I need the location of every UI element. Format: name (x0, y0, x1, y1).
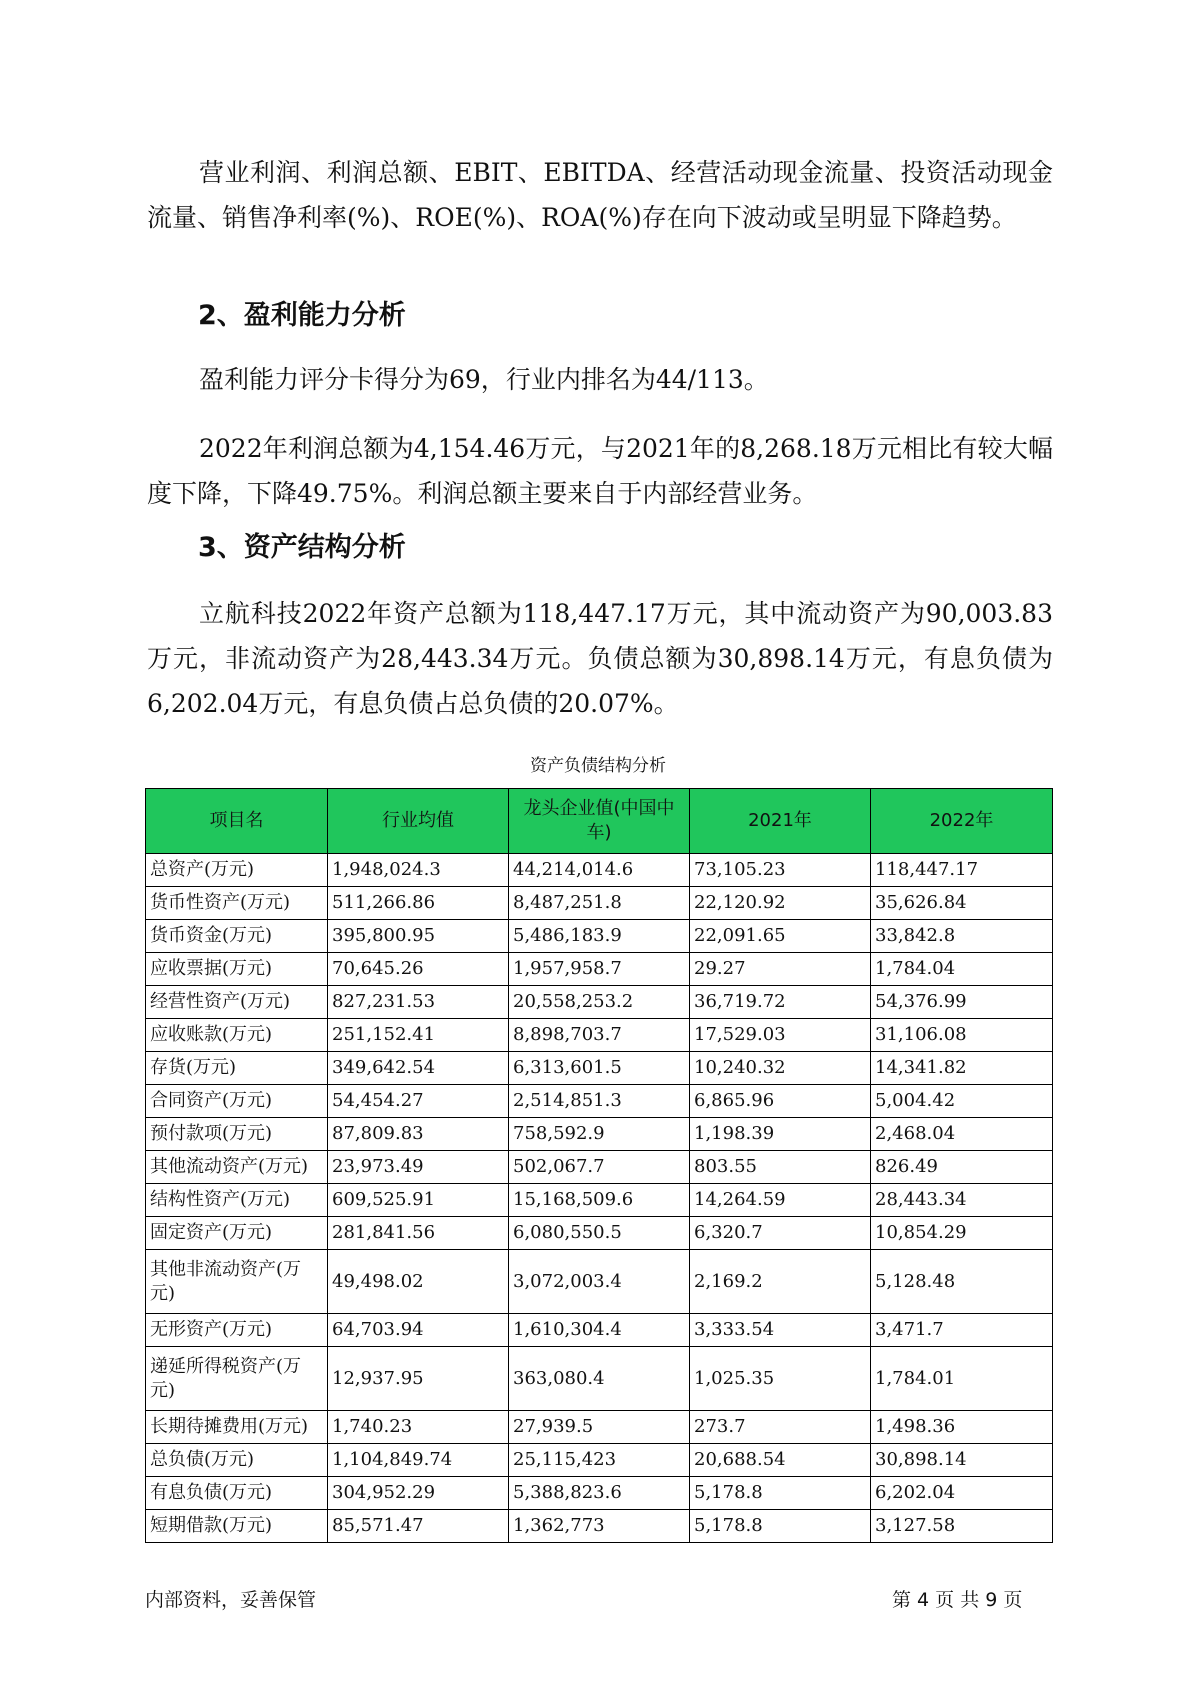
row-label-cell: 其他非流动资产(万元) (146, 1250, 328, 1314)
value-cell: 8,898,703.7 (509, 1019, 690, 1052)
value-cell: 70,645.26 (328, 953, 509, 986)
row-label-cell: 货币资金(万元) (146, 920, 328, 953)
table-row (146, 1052, 1053, 1085)
table-row (146, 953, 1053, 986)
column-header: 2021年 (690, 789, 871, 854)
balance-sheet-table (145, 788, 1053, 1543)
value-cell: 281,841.56 (328, 1217, 509, 1250)
row-label-cell: 预付款项(万元) (146, 1118, 328, 1151)
value-cell: 1,025.35 (690, 1347, 871, 1411)
column-header: 2022年 (871, 789, 1053, 854)
paragraph-profitability-score: 盈利能力评分卡得分为69，行业内排名为44/113。 (199, 365, 769, 394)
value-cell: 609,525.91 (328, 1184, 509, 1217)
value-cell: 54,454.27 (328, 1085, 509, 1118)
value-cell: 8,487,251.8 (509, 887, 690, 920)
column-header: 项目名 (146, 789, 328, 854)
value-cell: 511,266.86 (328, 887, 509, 920)
value-cell: 2,514,851.3 (509, 1085, 690, 1118)
value-cell: 1,948,024.3 (328, 854, 509, 887)
section-heading-asset-structure: 3、资产结构分析 (198, 532, 406, 563)
table-row (146, 1019, 1053, 1052)
value-cell: 3,072,003.4 (509, 1250, 690, 1314)
value-cell: 10,240.32 (690, 1052, 871, 1085)
value-cell: 15,168,509.6 (509, 1184, 690, 1217)
value-cell: 85,571.47 (328, 1510, 509, 1543)
value-cell: 6,313,601.5 (509, 1052, 690, 1085)
value-cell: 395,800.95 (328, 920, 509, 953)
value-cell: 2,169.2 (690, 1250, 871, 1314)
row-label-cell: 合同资产(万元) (146, 1085, 328, 1118)
table-row (146, 1085, 1053, 1118)
value-cell: 1,784.04 (871, 953, 1053, 986)
table-row (146, 1151, 1053, 1184)
table-row (146, 920, 1053, 953)
value-cell: 31,106.08 (871, 1019, 1053, 1052)
section-heading-profitability: 2、盈利能力分析 (198, 300, 406, 331)
value-cell: 35,626.84 (871, 887, 1053, 920)
table-row (146, 1314, 1053, 1347)
value-cell: 1,198.39 (690, 1118, 871, 1151)
value-cell: 1,957,958.7 (509, 953, 690, 986)
value-cell: 29.27 (690, 953, 871, 986)
row-label-cell: 短期借款(万元) (146, 1510, 328, 1543)
value-cell: 349,642.54 (328, 1052, 509, 1085)
value-cell: 22,120.92 (690, 887, 871, 920)
table-header-row (146, 789, 1053, 854)
value-cell: 118,447.17 (871, 854, 1053, 887)
value-cell: 6,080,550.5 (509, 1217, 690, 1250)
table-row (146, 1477, 1053, 1510)
value-cell: 10,854.29 (871, 1217, 1053, 1250)
value-cell: 803.55 (690, 1151, 871, 1184)
row-label-cell: 总资产(万元) (146, 854, 328, 887)
value-cell: 2,468.04 (871, 1118, 1053, 1151)
table-caption: 资产负债结构分析 (530, 756, 666, 776)
value-cell: 20,688.54 (690, 1444, 871, 1477)
table-row (146, 1510, 1053, 1543)
row-label-cell: 有息负债(万元) (146, 1477, 328, 1510)
value-cell: 12,937.95 (328, 1347, 509, 1411)
table-row (146, 854, 1053, 887)
table-row (146, 1250, 1053, 1314)
value-cell: 20,558,253.2 (509, 986, 690, 1019)
value-cell: 273.7 (690, 1411, 871, 1444)
value-cell: 251,152.41 (328, 1019, 509, 1052)
value-cell: 6,320.7 (690, 1217, 871, 1250)
table-row (146, 887, 1053, 920)
value-cell: 44,214,014.6 (509, 854, 690, 887)
row-label-cell: 总负债(万元) (146, 1444, 328, 1477)
row-label-cell: 长期待摊费用(万元) (146, 1411, 328, 1444)
footer-confidential-note: 内部资料，妥善保管 (145, 1589, 317, 1611)
value-cell: 5,178.8 (690, 1477, 871, 1510)
value-cell: 27,939.5 (509, 1411, 690, 1444)
value-cell: 28,443.34 (871, 1184, 1053, 1217)
value-cell: 14,341.82 (871, 1052, 1053, 1085)
row-label-cell: 货币性资产(万元) (146, 887, 328, 920)
value-cell: 6,202.04 (871, 1477, 1053, 1510)
table-row (146, 986, 1053, 1019)
row-label-cell: 存货(万元) (146, 1052, 328, 1085)
value-cell: 3,471.7 (871, 1314, 1053, 1347)
value-cell: 14,264.59 (690, 1184, 871, 1217)
row-label-cell: 应收票据(万元) (146, 953, 328, 986)
table-body (146, 854, 1053, 1543)
value-cell: 1,104,849.74 (328, 1444, 509, 1477)
value-cell: 30,898.14 (871, 1444, 1053, 1477)
value-cell: 5,128.48 (871, 1250, 1053, 1314)
paragraph-asset-structure: 立航科技2022年资产总额为118,447.17万元，其中流动资产为90,003.83万元，非流动资产为28,443.34万元。负债总额为30,898.14万元，有息负债为6,202.04万元，有息负债占总负债的20.07%。 (147, 599, 1053, 718)
value-cell: 304,952.29 (328, 1477, 509, 1510)
column-header: 龙头企业值(中国中车) (509, 789, 690, 854)
value-cell: 1,610,304.4 (509, 1314, 690, 1347)
row-label-cell: 应收账款(万元) (146, 1019, 328, 1052)
value-cell: 5,004.42 (871, 1085, 1053, 1118)
value-cell: 1,362,773 (509, 1510, 690, 1543)
value-cell: 827,231.53 (328, 986, 509, 1019)
value-cell: 25,115,423 (509, 1444, 690, 1477)
value-cell: 1,784.01 (871, 1347, 1053, 1411)
row-label-cell: 无形资产(万元) (146, 1314, 328, 1347)
table-row (146, 1347, 1053, 1411)
value-cell: 3,127.58 (871, 1510, 1053, 1543)
table-row (146, 1444, 1053, 1477)
column-header: 行业均值 (328, 789, 509, 854)
value-cell: 758,592.9 (509, 1118, 690, 1151)
value-cell: 1,498.36 (871, 1411, 1053, 1444)
row-label-cell: 递延所得税资产(万元) (146, 1347, 328, 1411)
value-cell: 826.49 (871, 1151, 1053, 1184)
value-cell: 3,333.54 (690, 1314, 871, 1347)
value-cell: 502,067.7 (509, 1151, 690, 1184)
value-cell: 22,091.65 (690, 920, 871, 953)
value-cell: 49,498.02 (328, 1250, 509, 1314)
value-cell: 6,865.96 (690, 1085, 871, 1118)
value-cell: 36,719.72 (690, 986, 871, 1019)
value-cell: 54,376.99 (871, 986, 1053, 1019)
row-label-cell: 结构性资产(万元) (146, 1184, 328, 1217)
paragraph-total-profit: 2022年利润总额为4,154.46万元，与2021年的8,268.18万元相比有较大幅度下降，下降49.75%。利润总额主要来自于内部经营业务。 (147, 434, 1053, 508)
row-label-cell: 其他流动资产(万元) (146, 1151, 328, 1184)
value-cell: 23,973.49 (328, 1151, 509, 1184)
value-cell: 5,486,183.9 (509, 920, 690, 953)
value-cell: 64,703.94 (328, 1314, 509, 1347)
table-row (146, 1217, 1053, 1250)
row-label-cell: 固定资产(万元) (146, 1217, 328, 1250)
value-cell: 363,080.4 (509, 1347, 690, 1411)
table-row (146, 1118, 1053, 1151)
footer-page-number: 第 4 页 共 9 页 (892, 1589, 1023, 1611)
value-cell: 5,178.8 (690, 1510, 871, 1543)
row-label-cell: 经营性资产(万元) (146, 986, 328, 1019)
value-cell: 17,529.03 (690, 1019, 871, 1052)
value-cell: 87,809.83 (328, 1118, 509, 1151)
value-cell: 5,388,823.6 (509, 1477, 690, 1510)
table-row (146, 1411, 1053, 1444)
paragraph-trend: 营业利润、利润总额、EBIT、EBITDA、经营活动现金流量、投资活动现金流量、销售净利率(%)、ROE(%)、ROA(%)存在向下波动或呈明显下降趋势。 (147, 158, 1053, 232)
value-cell: 33,842.8 (871, 920, 1053, 953)
value-cell: 73,105.23 (690, 854, 871, 887)
value-cell: 1,740.23 (328, 1411, 509, 1444)
table-row (146, 1184, 1053, 1217)
